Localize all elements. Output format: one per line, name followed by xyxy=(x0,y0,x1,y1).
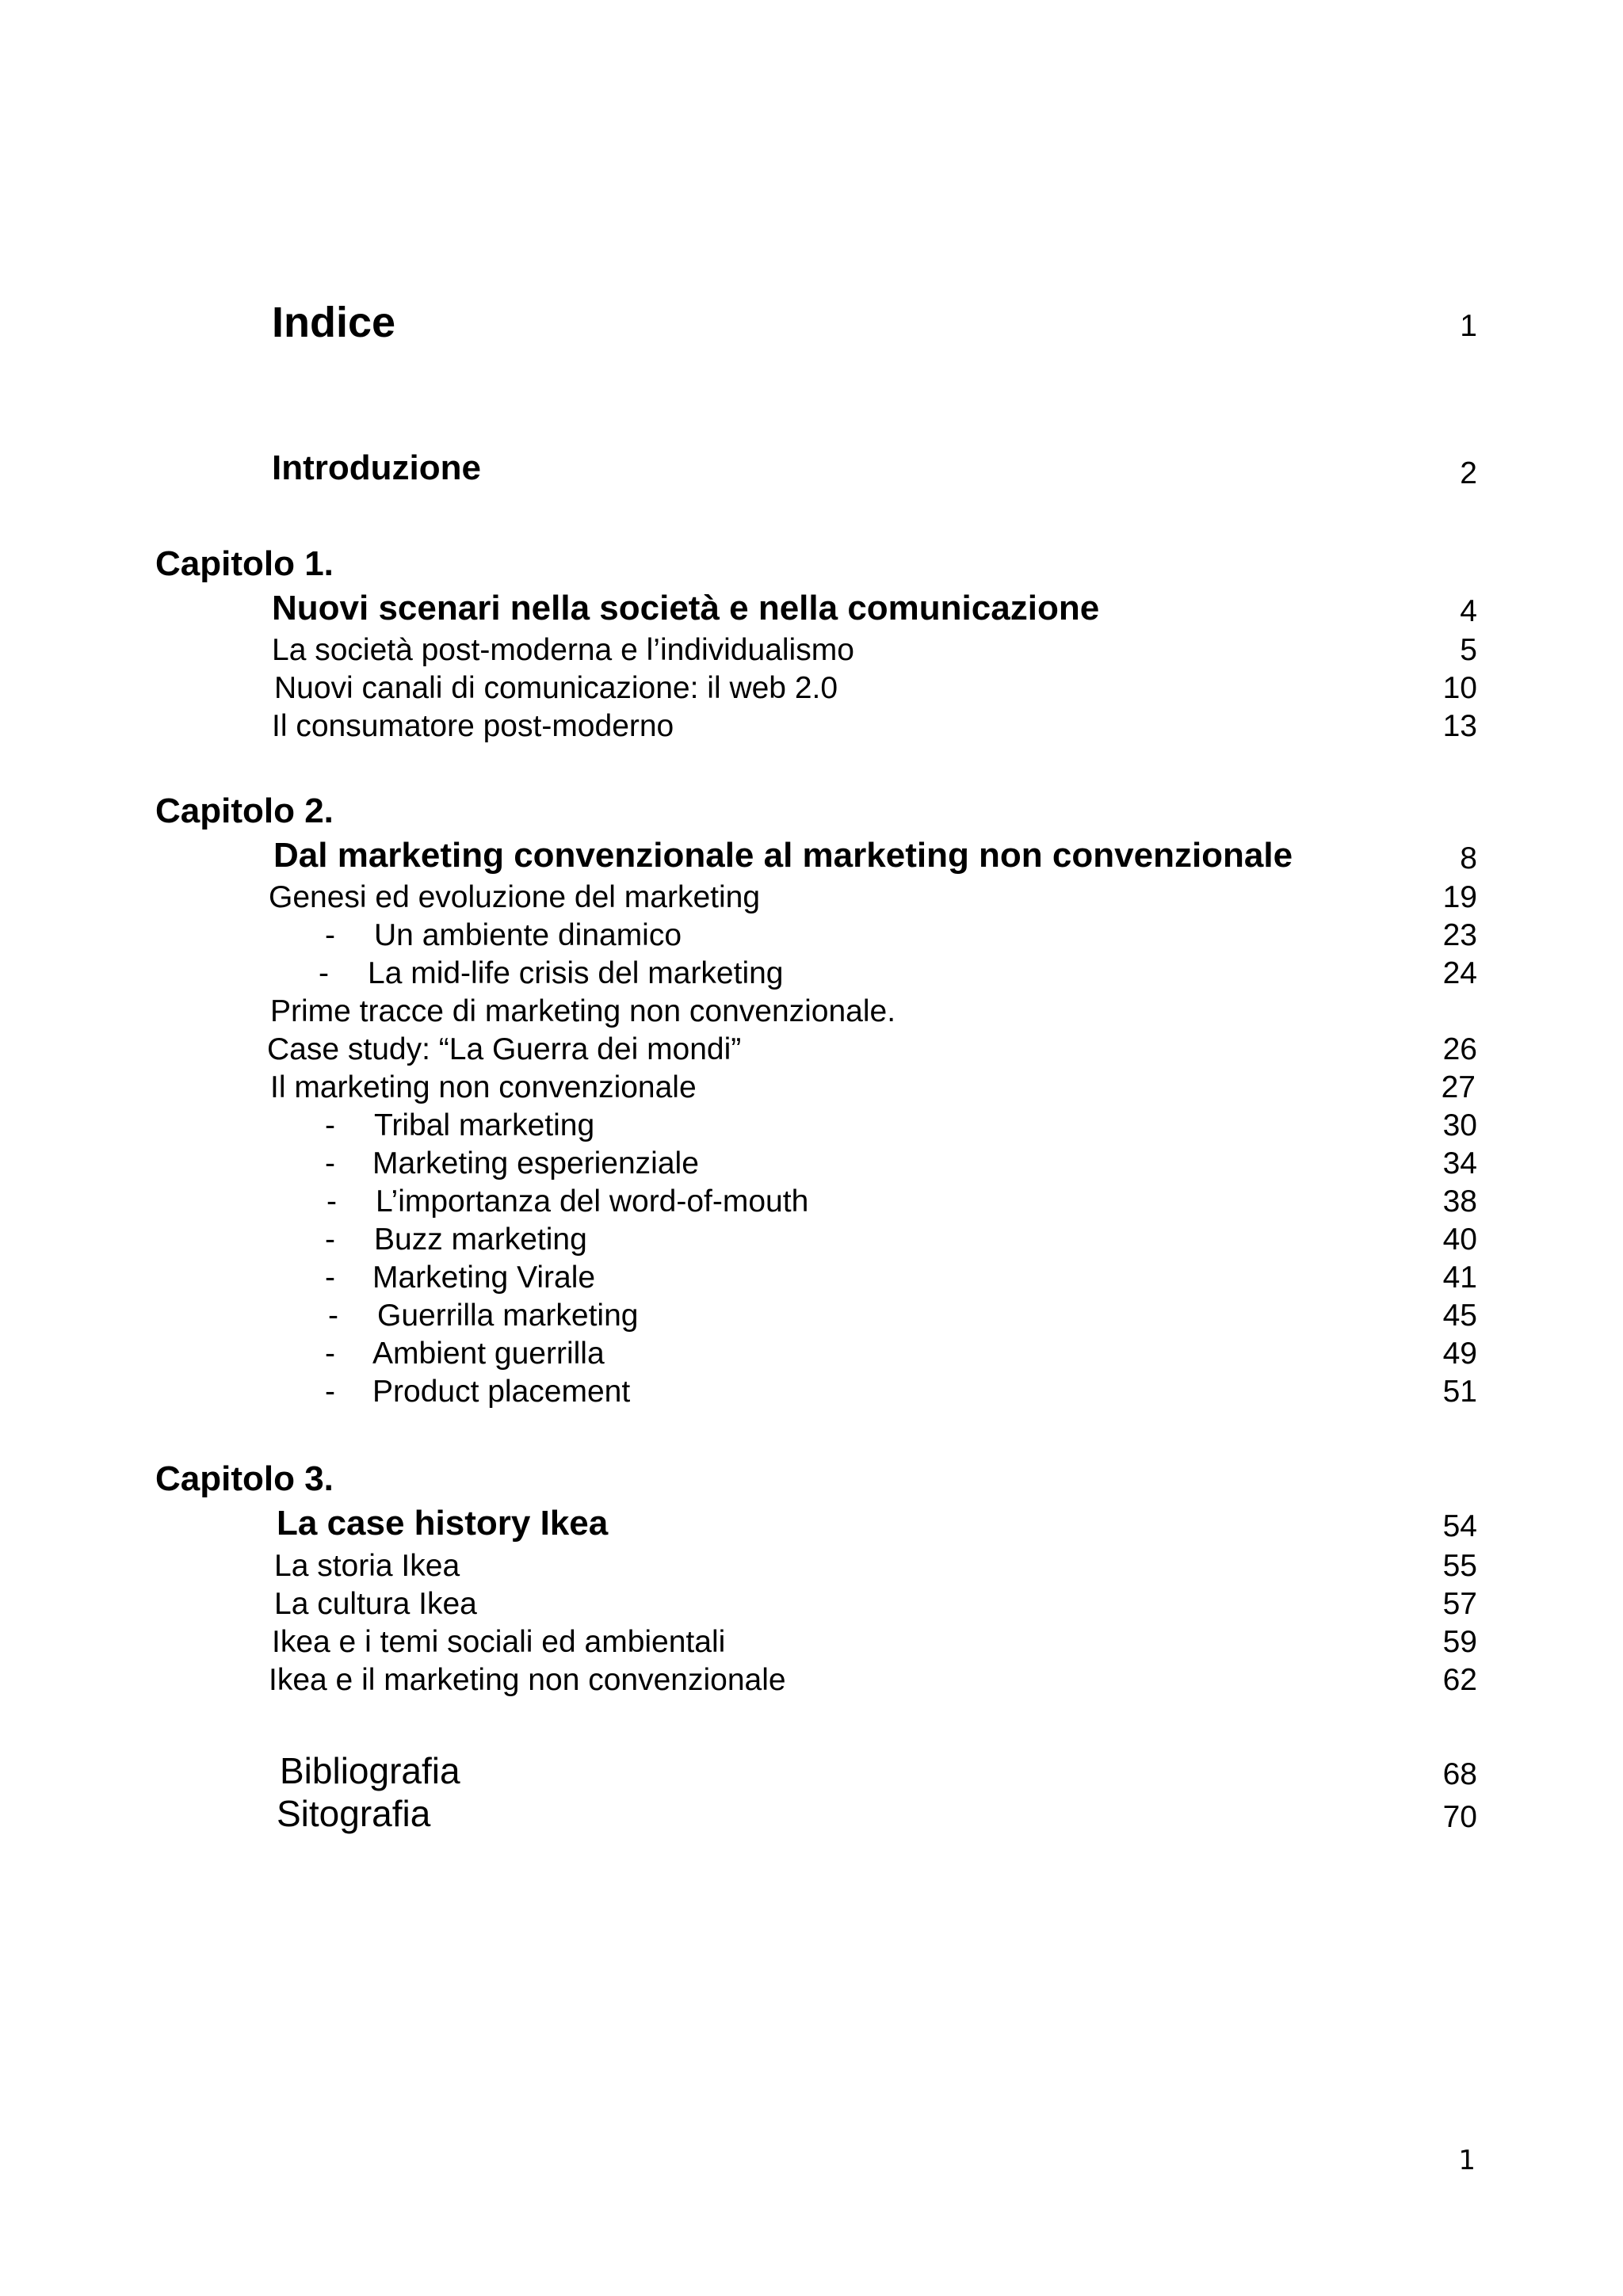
chapter1-page: 4 xyxy=(1460,594,1477,628)
toc-entry: Il marketing non convenzionale xyxy=(270,1070,697,1104)
toc-entry: Ikea e il marketing non convenzionale xyxy=(269,1663,786,1697)
toc-entry-page: 51 xyxy=(1442,1375,1477,1409)
toc-bibliografia: Bibliografia xyxy=(280,1750,460,1791)
chapter3-label: Capitolo 3. xyxy=(155,1459,334,1498)
toc-dash: - xyxy=(328,1299,338,1333)
toc-entry-page: 38 xyxy=(1442,1184,1477,1219)
toc-entry-page: 5 xyxy=(1460,633,1477,667)
toc-dash: - xyxy=(325,918,335,952)
toc-dash: - xyxy=(325,1222,335,1257)
toc-entry: Genesi ed evoluzione del marketing xyxy=(269,880,761,914)
chapter2-label: Capitolo 2. xyxy=(155,791,334,830)
toc-heading-indice: Indice xyxy=(272,299,396,346)
toc-entry-page: 10 xyxy=(1442,671,1477,705)
chapter1-label: Capitolo 1. xyxy=(155,544,334,583)
toc-subentry: Marketing esperienziale xyxy=(372,1146,699,1180)
toc-entry-page: 49 xyxy=(1442,1337,1477,1371)
toc-entry: Case study: “La Guerra dei mondi” xyxy=(267,1032,742,1066)
toc-entry: Nuovi canali di comunicazione: il web 2.0 xyxy=(274,671,838,705)
toc-sitografia: Sitografia xyxy=(277,1793,431,1834)
toc-heading-introduzione: Introduzione xyxy=(272,448,481,487)
chapter2-page: 8 xyxy=(1460,841,1477,875)
toc-sitografia-page: 70 xyxy=(1442,1800,1477,1834)
toc-page-indice: 1 xyxy=(1460,309,1477,343)
toc-entry-page: 55 xyxy=(1442,1549,1477,1583)
toc-subentry: Buzz marketing xyxy=(374,1222,587,1257)
toc-entry-page: 24 xyxy=(1442,956,1477,990)
toc-entry-page: 30 xyxy=(1442,1108,1477,1142)
toc-entry-page: 26 xyxy=(1442,1032,1477,1066)
toc-subentry: La mid-life crisis del marketing xyxy=(368,956,784,990)
toc-entry-page: 13 xyxy=(1442,709,1477,743)
chapter3-title: La case history Ikea xyxy=(277,1504,609,1543)
chapter3-page: 54 xyxy=(1442,1509,1477,1543)
toc-dash: - xyxy=(325,1375,335,1409)
toc-entry-page: 23 xyxy=(1442,918,1477,952)
toc-entry: La storia Ikea xyxy=(274,1549,460,1583)
toc-subentry: Marketing Virale xyxy=(372,1261,596,1295)
toc-page-introduzione: 2 xyxy=(1460,456,1477,490)
toc-entry-page: 62 xyxy=(1442,1663,1477,1697)
toc-dash: - xyxy=(319,956,329,990)
toc-entry-page: 34 xyxy=(1442,1146,1477,1180)
toc-entry: Il consumatore post-moderno xyxy=(272,709,674,743)
toc-entry-page: 41 xyxy=(1442,1261,1477,1295)
toc-entry-page: 40 xyxy=(1442,1222,1477,1257)
toc-dash: - xyxy=(325,1261,335,1295)
toc-subentry: Ambient guerrilla xyxy=(372,1337,605,1371)
toc-entry: Prime tracce di marketing non convenzionale. xyxy=(270,994,896,1028)
toc-entry-page: 19 xyxy=(1442,880,1477,914)
toc-dash: - xyxy=(325,1146,335,1180)
toc-entry-page: 45 xyxy=(1442,1299,1477,1333)
toc-subentry: L’importanza del word-of-mouth xyxy=(376,1184,809,1219)
toc-entry: La società post-moderna e l’individualismo xyxy=(272,633,854,667)
toc-subentry: Tribal marketing xyxy=(374,1108,595,1142)
toc-dash: - xyxy=(325,1108,335,1142)
toc-entry: Ikea e i temi sociali ed ambientali xyxy=(272,1625,726,1659)
footer-page-number: 1 xyxy=(1458,2145,1476,2176)
toc-subentry: Guerrilla marketing xyxy=(377,1299,639,1333)
toc-entry: La cultura Ikea xyxy=(274,1587,477,1621)
toc-dash: - xyxy=(327,1184,337,1219)
toc-bibliografia-page: 68 xyxy=(1442,1757,1477,1791)
toc-subentry: Product placement xyxy=(372,1375,631,1409)
toc-entry-page: 57 xyxy=(1442,1587,1477,1621)
toc-subentry: Un ambiente dinamico xyxy=(374,918,682,952)
chapter1-title: Nuovi scenari nella società e nella comunicazione xyxy=(272,589,1100,627)
toc-dash: - xyxy=(325,1337,335,1371)
chapter2-title: Dal marketing convenzionale al marketing non convenzionale xyxy=(273,836,1293,875)
toc-entry-page: 27 xyxy=(1441,1070,1476,1104)
toc-entry-page: 59 xyxy=(1442,1625,1477,1659)
